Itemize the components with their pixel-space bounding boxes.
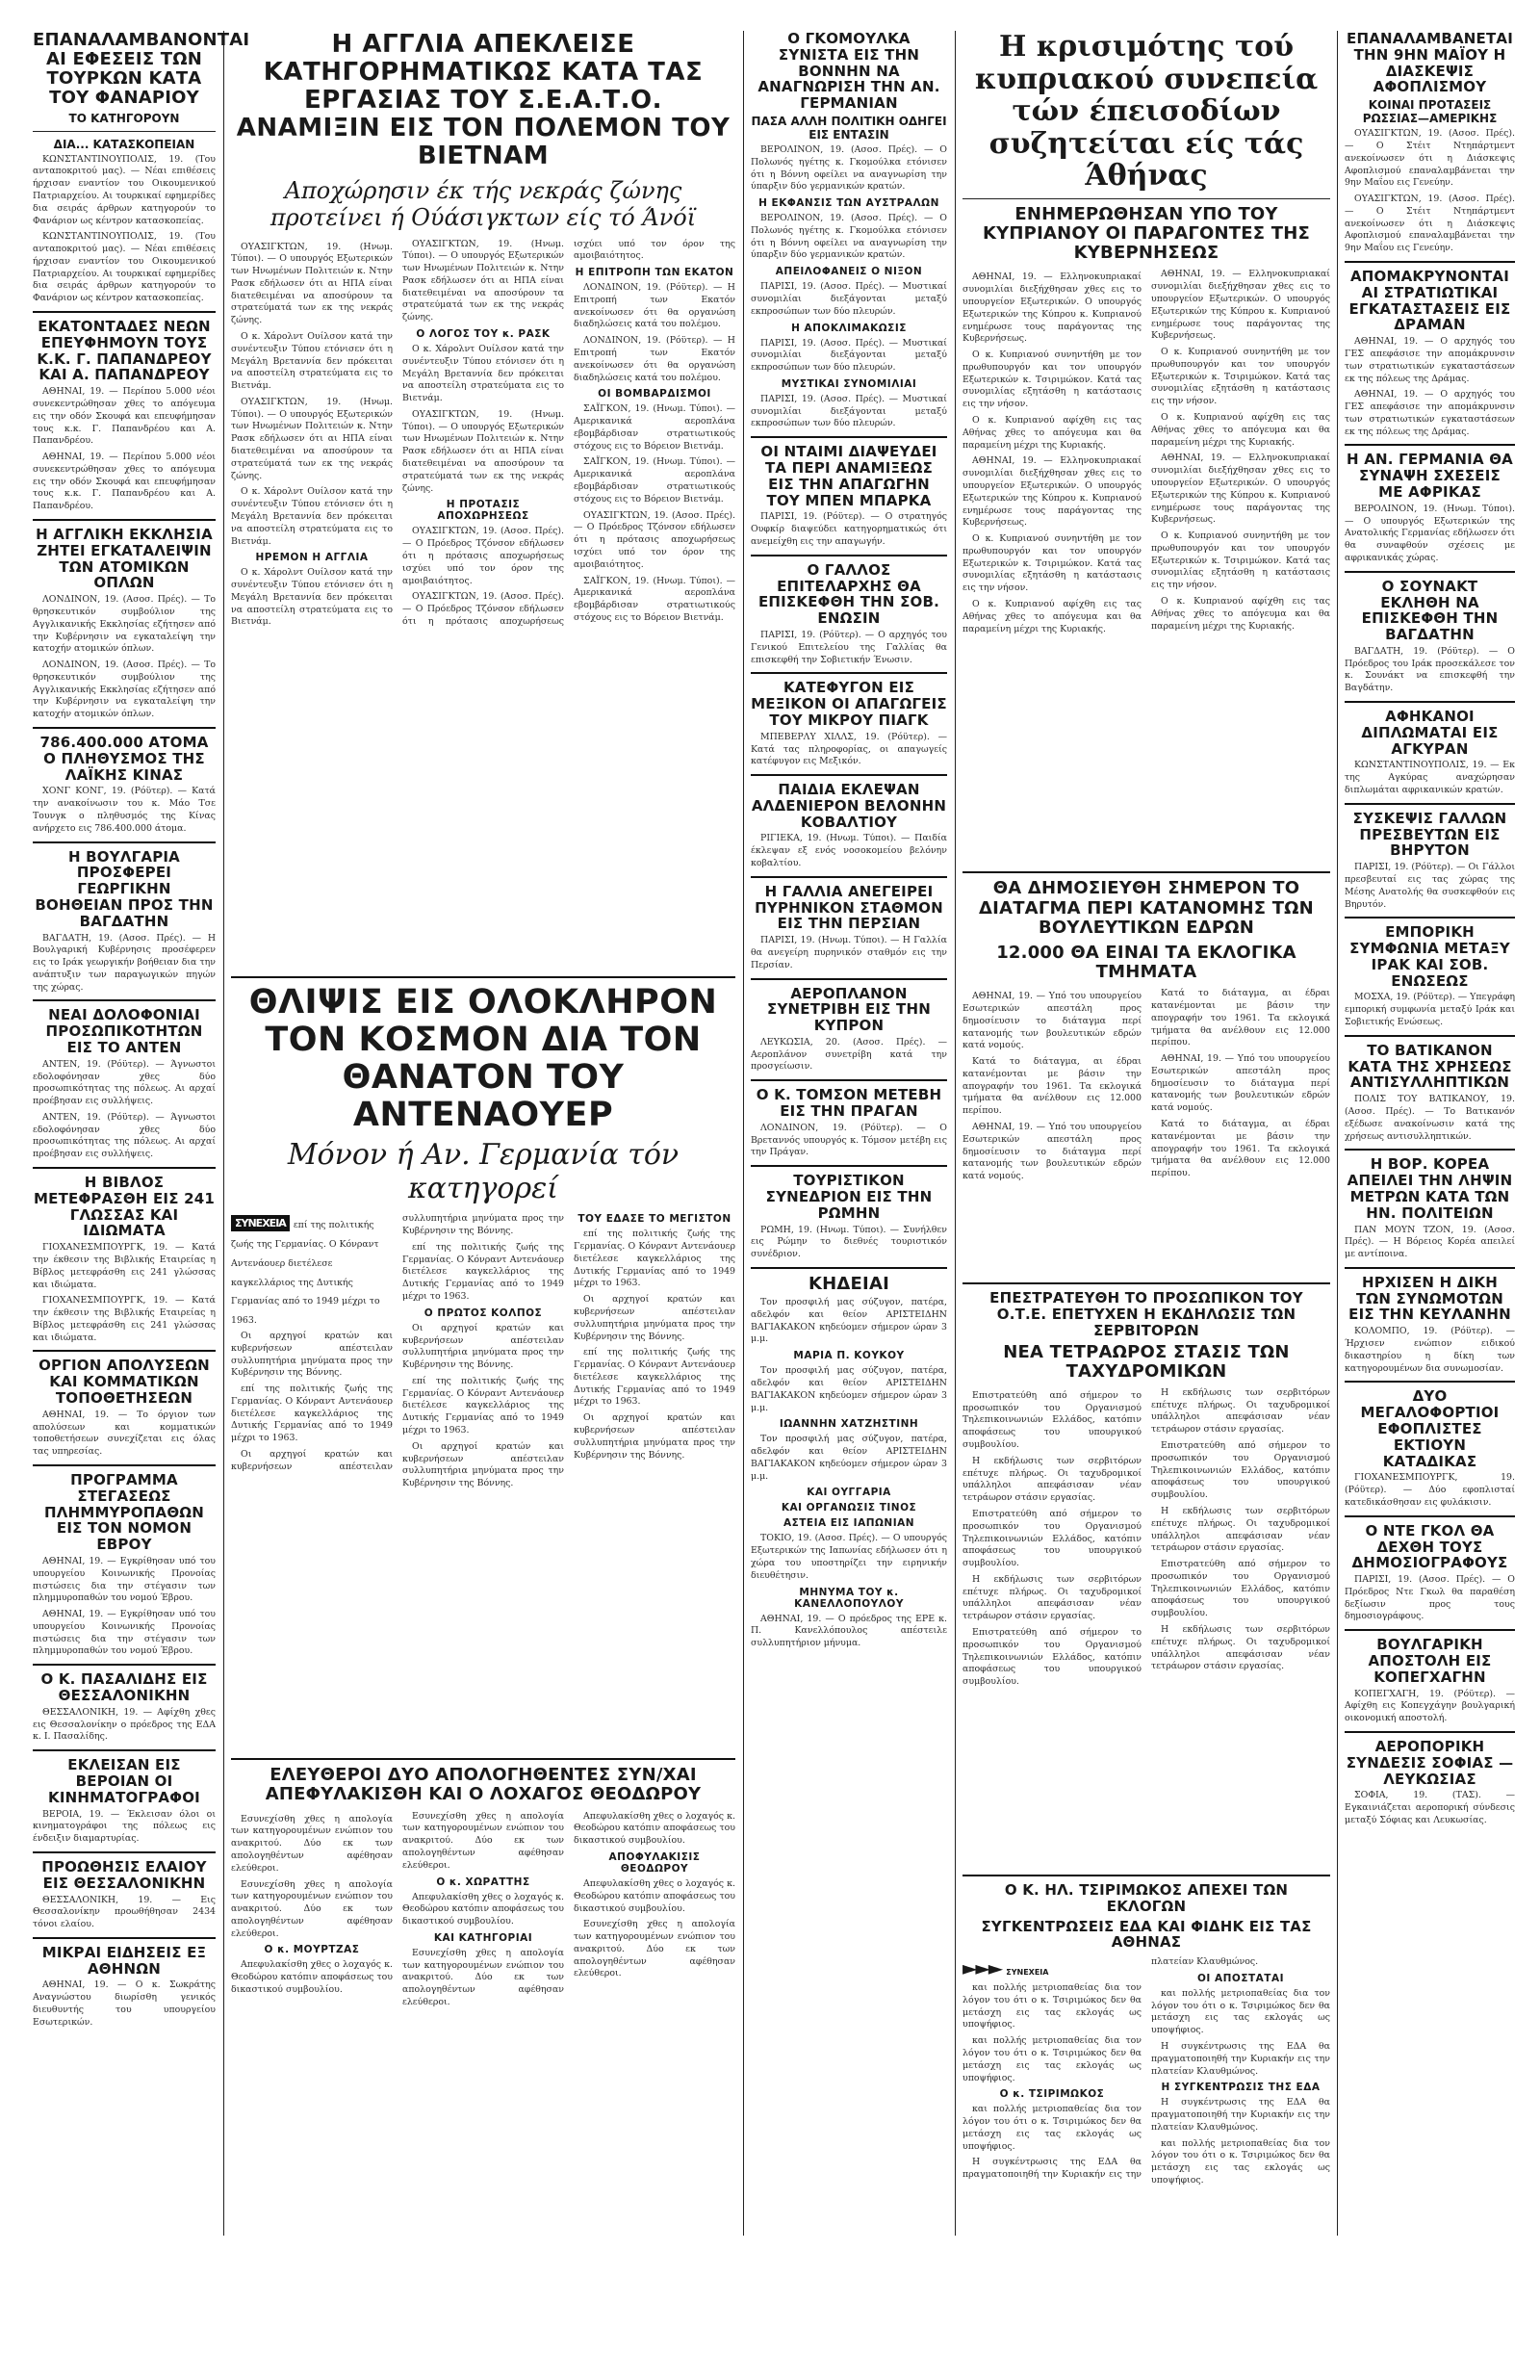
article-text: Ο κ. Κυπριανού αφίχθη εις τας Αθήνας χθες το απόγευμα και θα παραμείνη μέχρι της Κυριακής.: [1151, 595, 1330, 632]
section-label: Η ΕΚΦΑΝΣΙΣ ΤΩΝ ΑΥΣΤΡΑΛΩΝ: [758, 197, 939, 210]
section-label: Η ΠΡΟΤΑΣΙΣ ΑΠΟΧΩΡΗΣΕΩΣ: [437, 499, 529, 523]
article-text: ΛΟΝΔΙΝΟΝ, 19. (Ρόϋτερ). — Ο Βρεταννός υπουργός κ. Τόμσον μετέβη εις την Πράγαν.: [751, 1122, 947, 1158]
article-text: ΧΟΝΓ ΚΟΝΓ, 19. (Ρόϋτερ). — Κατά την ανακοίνωσιν του κ. Μάο Τσε Τουνγκ ο πληθυσμός της Κίνας ανήρχετο εις 786.400.000 άτομα.: [33, 786, 216, 834]
headline: Η ΒΙΒΛΟΣ ΜΕΤΕΦΡΑΣΘΗ ΕΙΣ 241 ΓΛΩΣΣΑΣ ΚΑΙ ΙΔΙΩΜΑΤΑ: [34, 1174, 215, 1240]
article-text: ΑΘΗΝΑΙ, 19. — Εγκρίθησαν υπό του υπουργείου Κοινωνικής Προνοίας πιστώσεις δια την στέγασιν των πλημμυροπαθών του νομού Έβρου.: [33, 1555, 216, 1604]
article-text: Η συγκέντρωσις της ΕΔΑ θα πραγματοποιηθή την Κυριακήν εις την πλατείαν Κλαυθμώνος.: [962, 1956, 1259, 2181]
article-text: Εσυνεχίσθη χθες η απολογία των κατηγορουμένων ενώπιον του ανακριτού. Δύο εκ των απολογηθέντων αφέθησαν ελεύθεροι.: [231, 1878, 393, 1939]
article-text: Οι αρχηγοί κρατών και κυβερνήσεων απέστειλαν συλλυπητήρια μηνύματα προς την Κυβέρνησιν της Βόννης.: [402, 1322, 564, 1371]
article-text: και πολλής μετριοπαθείας δια τον λόγον του ότι ο κ. Τσιριμώκος δεν θα μετάσχη εις τας εκλογάς ως υποψήφιος.: [962, 2035, 1142, 2083]
article-text: επί της πολιτικής ζωής της Γερμανίας. Ο Κόνραντ Αντενάουερ διετέλεσε καγκελλάριος της Δυτικής Γερμανίας από το 1949 μέχρι το 1963.: [402, 1375, 564, 1436]
headline: ΟΙ ΝΤΑΙΜΙ ΔΙΑΨΕΥΔΕΙ ΤΑ ΠΕΡΙ ΑΝΑΜΙΞΕΩΣ ΕΙΣ ΤΗΝ ΑΠΑΓΩΓΗΝ ΤΟΥ ΜΠΕΝ ΜΠΑΡΚΑ: [760, 443, 937, 509]
section-label: Ο ΛΟΓΟΣ ΤΟΥ κ. ΡΑΣΚ: [416, 328, 551, 341]
headline: ΕΜΠΟΡΙΚΗ ΣΥΜΦΩΝΙΑ ΜΕΤΑΞΥ ΙΡΑΚ ΚΑΙ ΣΟΒ. ΕΝΩΣΕΩΣ: [1349, 923, 1510, 990]
headline: ΗΡΧΙΣΕΝ Η ΔΙΚΗ ΤΩΝ ΣΥΝΩΜΟΤΩΝ ΕΙΣ ΤΗΝ ΚΕΥΛΑΝΗΝ: [1348, 1273, 1511, 1324]
article-text: ΑΝΤΕΝ, 19. (Ρόϋτερ). — Άγνωστοι εδολοφόνησαν χθες δύο προσωπικότητας της πόλεως. Αι αρχαί προέβησαν εις συλλήψεις.: [33, 1111, 216, 1160]
article-text: Η εκδήλωσις των σερβιτόρων επέτυχε πλήρως. Οι ταχυδρομικοί υπάλληλοι απεφάσισαν νέαν τετράωρον στάσιν εργασίας.: [962, 1573, 1142, 1622]
article-text: Ο κ. Κυπριανού συνηντήθη με τον πρωθυπουργόν και τον υπουργόν Εξωτερικών κ. Τσιριμώκον. Κατά τας συνομιλίας εξητάσθη η κατάστασις εις την νήσον.: [1151, 347, 1330, 407]
article-text: Οι αρχηγοί κρατών και κυβερνήσεων απέστειλαν συλλυπητήρια μηνύματα προς την Κυβέρνησιν της Βόννης.: [231, 1330, 393, 1379]
article-text: και πολλής μετριοπαθείας δια τον λόγον του ότι ο κ. Τσιριμώκος δεν θα μετάσχη εις τας εκλογάς ως υποψήφιος.: [962, 1982, 1142, 2031]
section-label: ΟΙ ΒΟΜΒΑΡΔΙΣΜΟΙ: [598, 388, 711, 401]
section-label: ΑΠΕΙΛΟΦΑΝΕΙΣ Ο ΝΙΞΟΝ: [775, 266, 923, 278]
headline: ΠΑΙΔΙΑ ΕΚΛΕΨΑΝ ΑΛΔΕΝΙΕΡΟΝ ΒΕΛΟΝΗΝ ΚΟΒΑΛΤΙΟΥ: [751, 781, 947, 831]
section-label: ΚΑΙ ΚΑΤΗΓΟΡΙΑΙ: [433, 1931, 533, 1944]
headline: Ο ΓΑΛΛΟΣ ΕΠΙΤΕΛΑΡΧΗΣ ΘΑ ΕΠΙΣΚΕΦΘΗ ΤΗΝ ΣΟΒ. ΕΝΩΣΙΝ: [757, 560, 940, 628]
article-text: Ο κ. Χάρολντ Ουίλσον κατά την συνέντευξιν Τύπου ετόνισεν ότι η Μεγάλη Βρεταννία δεν πρόκειται να αποστείλη στρατεύματα εις το Βιετνάμ.: [231, 331, 393, 392]
column-right: [1345, 31, 1515, 2236]
article-text: επί της πολιτικής ζωής της Γερμανίας. Ο Κόνραντ Αντενάουερ διετέλεσε καγκελλάριος της Δυτικής Γερμανίας από το 1949 μέχρι το 1963.: [231, 1220, 380, 1327]
headline: Ο Κ. ΠΑΣΑΛΙΔΗΣ ΕΙΣ ΘΕΣΣΑΛΟΝΙΚΗΝ: [40, 1670, 208, 1705]
article-text: επί της πολιτικής ζωής της Γερμανίας. Ο Κόνραντ Αντενάουερ διετέλεσε καγκελλάριος της Δυτικής Γερμανίας από το 1949 μέχρι το 1963.: [402, 1241, 564, 1302]
headline: 12.000 ΘΑ ΕΙΝΑΙ ΤΑ ΕΚΛΟΓΙΚΑ ΤΜΗΜΑΤΑ: [996, 942, 1296, 983]
article-columns: [962, 1956, 1330, 2380]
article-text: ΛΟΝΔΙΝΟΝ, 19. (Ασοσ. Πρές). — Το θρησκευτικόν συμβούλιον της Αγγλικανικής Εκκλησίας εζήτησεν από την Κυβέρνησιν να εγκαταλείψη την κατοχήν ατομικών όπλων.: [33, 594, 216, 655]
headline: Η ΑΓΓΛΙΚΗ ΕΚΚΛΗΣΙΑ ΖΗΤΕΙ ΕΓΚΑΤΑΛΕΙΨΙΝ ΤΩΝ ΑΤΟΜΙΚΩΝ ΟΠΛΩΝ: [36, 526, 213, 592]
kicker: ΠΑΣΑ ΑΛΛΗ ΠΟΛΙΤΙΚΗ ΟΔΗΓΕΙ ΕΙΣ ΕΝΤΑΣΙΝ: [751, 114, 947, 142]
obituary-text: Τον προσφιλή μας σύζυγον, πατέρα, αδελφόν και θείον ΑΡΙΣΤΕΙΔΗΝ ΒΑΓΙΑΚΑΚΟΝ κηδεύομεν σήμερον ώραν 3 μ.μ.: [751, 1434, 947, 1482]
article-text: Ο κ. Χάρολντ Ουίλσον κατά την συνέντευξιν Τύπου ετόνισεν ότι η Μεγάλη Βρεταννία δεν πρόκειται να αποστείλη στρατεύματα εις το Βιετνάμ.: [231, 567, 393, 628]
obituary-name: ΜΑΡΙΑ Π. ΚΟΥΚΟΥ: [793, 1350, 905, 1362]
headline: ΕΚΑΤΟΝΤΑΔΕΣ ΝΕΩΝ ΕΠΕΥΦΗΜΟΥΝ ΤΟΥΣ Κ.Κ. Γ. ΠΑΠΑΝΔΡΕΟΥ ΚΑΙ Α. ΠΑΠΑΝΔΡΕΟΥ: [37, 318, 212, 384]
column-rule: [743, 31, 744, 2236]
arrows-icon: ►►►: [962, 1956, 1002, 1980]
headline-main: ΘΛΙΨΙΣ ΕΙΣ ΟΛΟΚΛΗΡΟΝ ΤΟΝ ΚΟΣΜΟΝ ΔΙΑ ΤΟΝ ΘΑΝΑΤΟΝ ΤΟΥ ΑΝΤΕΝΑΟΥΕΡ: [248, 982, 718, 1135]
headline: ΑΕΡΟΠΟΡΙΚΗ ΣΥΝΔΕΣΙΣ ΣΟΦΙΑΣ — ΛΕΥΚΩΣΙΑΣ: [1346, 1737, 1514, 1788]
article-text: ΓΙΟΧΑΝΕΣΜΠΟΥΡΓΚ, 19. — Κατά την έκθεσιν της Βιβλικής Εταιρείας η Βίβλος μετεφράσθη εις 241 γλώσσας και ιδιώματα.: [33, 1242, 216, 1290]
article-text: Επιστρατεύθη από σήμερον το προσωπικόν του Οργανισμού Τηλεπικοινωνιών Ελλάδος, κατόπιν αποφάσεως του υπουργικού συμβουλίου.: [962, 1626, 1142, 1688]
article-text: Ο κ. Κυπριανού συνηντήθη με τον πρωθυπουργόν και τον υπουργόν Εξωτερικών κ. Τσιριμώκον. Κατά τας συνομιλίας εξητάσθη η κατάστασις εις την νήσον.: [962, 533, 1142, 594]
article-text: Η εκδήλωσις των σερβιτόρων επέτυχε πλήρως. Οι ταχυδρομικοί υπάλληλοι απεφάσισαν νέαν τετράωρον στάσιν εργασίας.: [1151, 1386, 1330, 1436]
article-text: Εσυνεχίσθη χθες η απολογία των κατηγορουμένων ενώπιον του ανακριτού. Δύο εκ των απολογηθέντων αφέθησαν ελεύθεροι.: [402, 1810, 564, 1871]
article-text: ΟΥΑΣΙΓΚΤΩΝ, 19. (Ηνωμ. Τύποι). — Ο υπουργός Εξωτερικών των Ηνωμένων Πολιτειών κ. Ντην Ρασκ εδήλωσεν ότι αι ΗΠΑ είναι διατεθειμέναι να αποσύρουν τα στρατεύματά των εκ της νεκράς ζώνης.: [231, 241, 393, 326]
article-columns: [231, 1811, 735, 2292]
article-text: ΒΕΡΟΛΙΝΟΝ, 19. (Ηνωμ. Τύποι). — Ο υπουργός Εξωτερικών της Ανατολικής Γερμανίας εδήλωσεν ότι θα συναφθούν σχέσεις με αφρικανικάς χώρας.: [1345, 503, 1515, 563]
article-text: ΠΑΡΙΣΙ, 19. (Ασοσ. Πρές). — Ο Πρόεδρος Ντε Γκωλ θα παραθέση δεξίωσιν προς τους δημοσιογράφους.: [1345, 1574, 1515, 1622]
article-text: ΟΥΑΣΙΓΚΤΩΝ, 19. (Ασοσ. Πρές). — Ο Πρόεδρος Τζόνσον εδήλωσεν ότι η πρότασις αποχωρήσεως ισχύει υπό τον όρον της αμοιβαιότητος.: [402, 526, 564, 586]
headline: ΘΑ ΔΗΜΟΣΙΕΥΘΗ ΣΗΜΕΡΟΝ ΤΟ ΔΙΑΤΑΓΜΑ ΠΕΡΙ ΚΑΤΑΝΟΜΗΣ ΤΩΝ ΒΟΥΛΕΥΤΙΚΩΝ ΕΔΡΩΝ: [979, 878, 1314, 938]
article-text: ΠΑΡΙΣΙ, 19. (Ρόϋτερ). — Ο στρατηγός Ουφκίρ διαψεύδει κατηγορηματικώς ότι ανεμείχθη εις την απαγωγήν.: [751, 511, 947, 548]
column-center: [751, 31, 947, 2236]
article-text: ΒΕΡΟΙΑ, 19. — Έκλεισαν όλοι οι κινηματογράφοι της πόλεως εις ένδειξιν διαμαρτυρίας.: [33, 1808, 216, 1845]
continuation-tag: ΣΥΝΕΧΕΙΑ: [1006, 1968, 1049, 1978]
headline: ΒΟΥΛΓΑΡΙΚΗ ΑΠΟΣΤΟΛΗ ΕΙΣ ΚΟΠΕΓΧΑΓΗΝ: [1368, 1636, 1492, 1686]
headline: ΝΕΑ ΤΕΤΡΑΩΡΟΣ ΣΤΑΣΙΣ ΤΩΝ ΤΑΧΥΔΡΟΜΙΚΩΝ: [1003, 1341, 1290, 1382]
headline: ΝΕΑΙ ΔΟΛΟΦΟΝΙΑΙ ΠΡΟΣΩΠΙΚΟΤΗΤΩΝ ΕΙΣ ΤΟ ΑΝΤΕΝ: [45, 1006, 203, 1056]
article-text: ΛΟΝΔΙΝΟΝ, 19. (Ασοσ. Πρές). — Το θρησκευτικόν συμβούλιον της Αγγλικανικής Εκκλησίας εζήτησεν από την Κυβέρνησιν να εγκαταλείψη την κατοχήν ατομικών όπλων.: [33, 660, 216, 720]
headline: Η ΒΟΡ. ΚΟΡΕΑ ΑΠΕΙΛΕΙ ΤΗΝ ΛΗΨΙΝ ΜΕΤΡΩΝ ΚΑΤΑ ΤΩΝ ΗΝ. ΠΟΛΙΤΕΙΩΝ: [1347, 1155, 1513, 1222]
article-text: Ο κ. Χάρολντ Ουίλσον κατά την συνέντευξιν Τύπου ετόνισεν ότι η Μεγάλη Βρεταννία δεν πρόκειται να αποστείλη στρατεύματα εις το Βιετνάμ.: [402, 344, 564, 404]
column-rule: [223, 31, 224, 2236]
article-text: ΑΘΗΝΑΙ, 19. — Ο αρχηγός του ΓΕΣ απεφάσισε την απομάκρυνσιν των στρατιωτικών εγκαταστάσεων εκ της πόλεως της Δράμας.: [1345, 336, 1515, 384]
article-text: Ο κ. Χάρολντ Ουίλσον κατά την συνέντευξιν Τύπου ετόνισεν ότι η Μεγάλη Βρεταννία δεν πρόκειται να αποστείλη στρατεύματα εις το Βιετνάμ.: [231, 486, 393, 547]
article-text: ΟΥΑΣΙΓΚΤΩΝ, 19. (Ασοσ. Πρές). — Ο Πρόεδρος Τζόνσον εδήλωσεν ότι η πρότασις αποχωρήσεως ισχύει υπό τον όρον της αμοιβαιότητος.: [574, 509, 735, 570]
article-text: ΛΟΝΔΙΝΟΝ, 19. (Ρόϋτερ). — Η Επιτροπή των Εκατόν ανεκοίνωσεν ότι θα οργανώση διαδηλώσεις κατά του πολέμου.: [574, 282, 735, 330]
section-label: Η ΑΠΟΚΛΙΜΑΚΩΣΙΣ: [791, 322, 907, 334]
article-columns: [962, 1387, 1330, 1869]
section-label: ΤΟΥ ΕΔΑΣΕ ΤΟ ΜΕΓΙΣΤΟΝ: [578, 1213, 732, 1226]
column-rule: [1337, 31, 1338, 2236]
article-text: ΡΩΜΗ, 19. (Ηνωμ. Τύποι). — Συνήλθεν εις Ρώμην το διεθνές τουριστικόν συνέδριον.: [751, 1224, 947, 1260]
article-text: ΒΕΡΟΛΙΝΟΝ, 19. (Ασοσ. Πρές). — Ο Πολωνός ηγέτης κ. Γκομούλκα ετόνισεν ότι η Βόννη οφείλει να αναγνωρίση την ύπαρξιν δύο γερμανικών κρατών.: [751, 143, 947, 193]
article-text: ΑΘΗΝΑΙ, 19. — Ελληνοκυπριακαί συνομιλίαι διεξήχθησαν χθες εις το υπουργείον Εξωτερικών. Ο υπουργός Εξωτερικών της Κύπρου κ. Κυπριανού ενημέρωσε τους παράγοντας της Κυβερνήσεως.: [1151, 453, 1330, 526]
article-text: επί της πολιτικής ζωής της Γερμανίας. Ο Κόνραντ Αντενάουερ διετέλεσε καγκελλάριος της Δυτικής Γερμανίας από το 1949 μέχρι το 1963.: [231, 1384, 393, 1444]
headline-main: Η κρισιμότης τού κυπριακού συνεπεία τών έπεισοδίων συζητείται είς τάς Άθήνας: [974, 30, 1319, 194]
article-text: ΘΕΣΣΑΛΟΝΙΚΗ, 19. — Αφίχθη χθες εις Θεσσαλονίκην ο πρόεδρος της ΕΔΑ κ. Ι. Πασαλίδης.: [33, 1706, 216, 1743]
headline: Ο Κ. ΗΛ. ΤΣΙΡΙΜΩΚΟΣ ΑΠΕΧΕΙ ΤΩΝ ΕΚΛΟΓΩΝ: [1004, 1880, 1289, 1915]
article-columns: [962, 988, 1330, 1277]
article-text: Απεφυλακίσθη χθες ο λοχαγός κ. Θεοδώρου κατόπιν αποφάσεως του δικαστικού συμβουλίου.: [402, 1891, 564, 1927]
article-text: ΓΙΟΧΑΝΕΣΜΠΟΥΡΓΚ, 19. — Κατά την έκθεσιν της Βιβλικής Εταιρείας η Βίβλος μετεφράσθη εις 241 γλώσσας και ιδιώματα.: [33, 1295, 216, 1343]
article-text: Ο κ. Κυπριανού αφίχθη εις τας Αθήνας χθες το απόγευμα και θα παραμείνη μέχρι της Κυριακής.: [1151, 412, 1330, 448]
kicker: ΔΙΑ... ΚΑΤΑΣΚΟΠΕΙΑΝ: [53, 137, 195, 151]
headline: ΠΡΟΓΡΑΜΜΑ ΣΤΕΓΑΣΕΩΣ ΠΛΗΜΜΥΡΟΠΑΘΩΝ ΕΙΣ ΤΟΝ ΝΟΜΟΝ ΕΒΡΟΥ: [44, 1471, 204, 1554]
article-text: και πολλής μετριοπαθείας δια τον λόγον του ότι ο κ. Τσιριμώκος δεν θα μετάσχη εις τας εκλογάς ως υποψήφιος.: [1151, 2137, 1330, 2186]
article-text: ΠΑΡΙΣΙ, 19. (Ασοσ. Πρές). — Μυστικαί συνομιλίαι διεξάγονται μεταξύ εκπροσώπων των δύο πλευρών.: [751, 281, 947, 317]
obituary-text: Τον προσφιλή μας σύζυγον, πατέρα, αδελφόν και θείον ΑΡΙΣΤΕΙΔΗΝ ΒΑΓΙΑΚΑΚΟΝ κηδεύομεν σήμερον ώραν 3 μ.μ.: [751, 1297, 947, 1345]
headline: ΤΟΥΡΙΣΤΙΚΟΝ ΣΥΝΕΔΡΙΟΝ ΕΙΣ ΤΗΝ ΡΩΜΗΝ: [765, 1172, 933, 1222]
headline: Ο ΣΟΥΝΑΚΤ ΕΚΛΗΘΗ ΝΑ ΕΠΙΣΚΕΦΘΗ ΤΗΝ ΒΑΓΔΑΤΗΝ: [1361, 577, 1499, 644]
section-label: ΑΣΤΕΙΑ ΕΙΣ ΙΑΠΩΝΙΑΝ: [783, 1517, 915, 1530]
section-label: ΑΠΟΦΥΛΑΚΙΣΙΣ ΘΕΟΔΩΡΟΥ: [608, 1850, 701, 1875]
section-label: Ο κ. ΤΣΙΡΙΜΩΚΟΣ: [999, 2088, 1105, 2101]
article-text: ΑΘΗΝΑΙ, 19. — Υπό του υπουργείου Εσωτερικών απεστάλη προς δημοσίευσιν το διάταγμα περί κατανομής των βουλευτικών εδρών κατά νομούς.: [962, 1122, 1142, 1182]
article-text: ΒΕΡΟΛΙΝΟΝ, 19. (Ασοσ. Πρές). — Ο Πολωνός ηγέτης κ. Γκομούλκα ετόνισεν ότι η Βόννη οφείλει να αναγνωρίση την ύπαρξιν δύο γερμανικών κρατών.: [751, 213, 947, 261]
obituary-text: Τον προσφιλή μας σύζυγον, πατέρα, αδελφόν και θείον ΑΡΙΣΤΕΙΔΗΝ ΒΑΓΙΑΚΑΚΟΝ κηδεύομεν σήμερον ώραν 3 μ.μ.: [751, 1365, 947, 1413]
article-text: ΚΟΛΟΜΠΟ, 19. (Ρόϋτερ). — Ήρχισεν ενώπιον ειδικού δικαστηρίου η δίκη των κατηγορουμένων δια συνωμοσίαν.: [1345, 1326, 1515, 1374]
headline: ΜΙΚΡΑΙ ΕΙΔΗΣΕΙΣ ΕΞ ΑΘΗΝΩΝ: [41, 1943, 207, 1978]
headline: 786.400.000 ΑΤΟΜΑ Ο ΠΛΗΘΥΣΜΟΣ ΤΗΣ ΛΑΪΚΗΣ ΚΙΝΑΣ: [39, 734, 209, 784]
article-columns: [231, 1213, 735, 1752]
article-text: Ο κ. Κυπριανού συνηντήθη με τον πρωθυπουργόν και τον υπουργόν Εξωτερικών κ. Τσιριμώκον. Κατά τας συνομιλίας εξητάσθη η κατάστασις εις την νήσον.: [1151, 530, 1330, 591]
article-text: ΑΘΗΝΑΙ, 19. — Ελληνοκυπριακαί συνομιλίαι διεξήχθησαν χθες εις το υπουργείον Εξωτερικών. Ο υπουργός Εξωτερικών της Κύπρου κ. Κυπριανού ενημέρωσε τους παράγοντας της Κυβερνήσεως.: [1151, 269, 1330, 342]
article-text: ΑΝΤΕΝ, 19. (Ρόϋτερ). — Άγνωστοι εδολοφόνησαν χθες δύο προσωπικότητας της πόλεως. Αι αρχαί προέβησαν εις συλλήψεις.: [33, 1058, 216, 1107]
headline: ΑΕΡΟΠΛΑΝΟΝ ΣΥΝΕΤΡΙΒΗ ΕΙΣ ΤΗΝ ΚΥΠΡΟΝ: [767, 984, 931, 1035]
obituary-name: ΙΩΑΝΝΗΝ ΧΑΤΖΗΣΤΙΝΗ: [779, 1418, 919, 1431]
article-text: ΠΑΡΙΣΙ, 19. (Ασοσ. Πρές). — Μυστικαί συνομιλίαι διεξάγονται μεταξύ εκπροσώπων των δύο πλευρών.: [751, 337, 947, 374]
article-text: ΑΘΗΝΑΙ, 19. — Ελληνοκυπριακαί συνομιλίαι διεξήχθησαν χθες εις το υπουργείον Εξωτερικών. Ο υπουργός Εξωτερικών της Κύπρου κ. Κυπριανού ενημέρωσε τους παράγοντας της Κυβερνήσεως.: [962, 272, 1142, 345]
article-text: ΟΥΑΣΙΓΚΤΩΝ, 19. (Ηνωμ. Τύποι). — Ο υπουργός Εξωτερικών των Ηνωμένων Πολιτειών κ. Ντην Ρασκ εδήλωσεν ότι αι ΗΠΑ είναι διατεθειμέναι να αποσύρουν τα στρατεύματά των εκ της νεκράς ζώνης.: [402, 238, 564, 323]
newspaper-page: [33, 31, 1515, 2236]
article-columns: [962, 269, 1330, 866]
section-label: ΜΥΣΤΙΚΑΙ ΣΥΝΟΜΙΛΙΑΙ: [781, 377, 917, 390]
column-center-left: [231, 31, 735, 2236]
section-label: ΚΑΙ ΟΡΓΑΝΩΣΙΣ ΤΙΝΟΣ: [781, 1502, 917, 1514]
headline: Η ΑΝ. ΓΕΡΜΑΝΙΑ ΘΑ ΣΥΝΑΨΗ ΣΧΕΣΕΙΣ ΜΕ ΑΦΡΙΚΑΣ: [1347, 451, 1513, 502]
article-text: Κατά το διάταγμα, αι έδραι κατανέμονται με βάσιν την απογραφήν του 1961. Τα εκλογικά τμήματα θα ανέλθουν εις 12.000 περίπου.: [1151, 988, 1330, 1048]
article-text: ΑΘΗΝΑΙ, 19. — Το όργιον των απολύσεων και κομματικών τοποθετήσεων συνεχίζεται εις όλας τας υπηρεσίας.: [33, 1409, 216, 1458]
article-text: Εσυνεχίσθη χθες η απολογία των κατηγορουμένων ενώπιον του ανακριτού. Δύο εκ των απολογηθέντων αφέθησαν ελεύθεροι.: [231, 1813, 393, 1874]
article-text: Απεφυλακίσθη χθες ο λοχαγός κ. Θεοδώρου κατόπιν αποφάσεως του δικαστικού συμβουλίου.: [231, 1959, 393, 1995]
article-text: Επιστρατεύθη από σήμερον το προσωπικόν του Οργανισμού Τηλεπικοινωνιών Ελλάδος, κατόπιν αποφάσεως του υπουργικού συμβουλίου.: [1151, 1559, 1330, 1619]
headline: ΕΠΑΝΑΛΑΜΒΑΝΟΝΤΑΙ ΑΙ ΕΦΕΣΕΙΣ ΤΩΝ ΤΟΥΡΚΩΝ ΚΑΤΑ ΤΟΥ ΦΑΝΑΡΙΟΥ: [33, 30, 250, 109]
article-text: ΑΘΗΝΑΙ, 19. — Υπό του υπουργείου Εσωτερικών απεστάλη προς δημοσίευσιν το διάταγμα περί κατανομής των βουλευτικών εδρών κατά νομούς.: [1151, 1053, 1330, 1114]
headline: ΔΥΟ ΜΕΓΑΛΟΦΟΡΤΙΟΙ ΕΦΟΠΛΙΣΤΕΣ ΕΚΤΙΟΥΝ ΚΑΤΑΔΙΚΑΣ: [1360, 1387, 1500, 1470]
article-text: ΑΘΗΝΑΙ, 19. — Περίπου 5.000 νέοι συνεκεντρώθησαν χθες το απόγευμα εις την οδόν Σκουφά και επευφήμησαν τους κ.κ. Γ. Παπανδρέου και Α. Παπανδρέου.: [33, 386, 216, 447]
column-center-right: [962, 31, 1330, 2236]
article-text: και πολλής μετριοπαθείας δια τον λόγον του ότι ο κ. Τσιριμώκος δεν θα μετάσχη εις τας εκλογάς ως υποψήφιος.: [1151, 1987, 1330, 2036]
article-text: Επιστρατεύθη από σήμερον το προσωπικόν του Οργανισμού Τηλεπικοινωνιών Ελλάδος, κατόπιν αποφάσεως του υπουργικού συμβουλίου.: [962, 1389, 1142, 1451]
article-text: ΛΕΥΚΩΣΙΑ, 20. (Ασοσ. Πρές). — Αεροπλάνον συνετρίβη κατά την προσγείωσιν.: [751, 1036, 947, 1073]
article-text: Η εκδήλωσις των σερβιτόρων επέτυχε πλήρως. Οι ταχυδρομικοί υπάλληλοι απεφάσισαν νέαν τετράωρον στάσιν εργασίας.: [962, 1455, 1142, 1504]
headline: Η ΒΟΥΛΓΑΡΙΑ ΠΡΟΣΦΕΡΕΙ ΓΕΩΡΓΙΚΗΝ ΒΟΗΘΕΙΑΝ ΠΡΟΣ ΤΗΝ ΒΑΓΔΑΤΗΝ: [35, 847, 214, 930]
article-text: Η εκδήλωσις των σερβιτόρων επέτυχε πλήρως. Οι ταχυδρομικοί υπάλληλοι απεφάσισαν νέαν τετράωρον στάσιν εργασίας.: [1151, 1505, 1330, 1554]
article-text: Επιστρατεύθη από σήμερον το προσωπικόν του Οργανισμού Τηλεπικοινωνιών Ελλάδος, κατόπιν αποφάσεως του υπουργικού συμβουλίου.: [1151, 1440, 1330, 1501]
article-text: Οι αρχηγοί κρατών και κυβερνήσεων απέστειλαν συλλυπητήρια μηνύματα προς την Κυβέρνησιν της Βόννης.: [574, 1412, 735, 1461]
article-text: Εσυνεχίσθη χθες η απολογία των κατηγορουμένων ενώπιον του ανακριτού. Δύο εκ των απολογηθέντων αφέθησαν ελεύθεροι.: [402, 1947, 564, 2007]
section-label: ΜΗΝΥΜΑ ΤΟΥ κ. ΚΑΝΕΛΛΟΠΟΥΛΟΥ: [794, 1586, 904, 1610]
article-text: Η συγκέντρωσις της ΕΔΑ θα πραγματοποιηθή την Κυριακήν εις την πλατείαν Κλαυθμώνος.: [1151, 2097, 1330, 2133]
article-text: ΒΑΓΔΑΤΗ, 19. (Ρόϋτερ). — Ο Πρόεδρος του Ιράκ προσεκάλεσε τον κ. Σουνάκτ να επισκεφθή την Βαγδάτην.: [1345, 645, 1515, 694]
headline: ΕΠΕΣΤΡΑΤΕΥΘΗ ΤΟ ΠΡΟΣΩΠΙΚΟΝ ΤΟΥ Ο.Τ.Ε. ΕΠΕΤΥΧΕΝ Η ΕΚΔΗΛΩΣΙΣ ΤΩΝ ΣΕΡΒΙΤΟΡΩΝ: [989, 1289, 1303, 1339]
headline: Ο Κ. ΤΟΜΣΟΝ ΜΕΤΕΒΗ ΕΙΣ ΤΗΝ ΠΡΑΓΑΝ: [756, 1086, 942, 1121]
article-text: ΑΘΗΝΑΙ, 19. — Εγκρίθησαν υπό του υπουργείου Κοινωνικής Προνοίας πιστώσεις δια την στέγασιν των πλημμυροπαθών του νομού Έβρου.: [33, 1609, 216, 1657]
article-text: ΚΩΝΣΤΑΝΤΙΝΟΥΠΟΛΙΣ, 19. (Του ανταποκριτού μας). — Νέαι επιθέσεις ήρχισαν εναντίον του Οικουμενικού Πατριαρχείου. Αι τουρκικαί εφημερίδες δια σειράς άρθρων κατηγορούν το Φανάριον ως κέντρον κατασκοπείας.: [33, 231, 216, 304]
headline: ΣΥΣΚΕΨΙΣ ΓΑΛΛΩΝ ΠΡΕΣΒΕΥΤΩΝ ΕΙΣ ΒΗΡΥΤΟΝ: [1352, 809, 1507, 860]
section-label: ΚΑΙ ΟΥΓΓΑΡΙΑ: [807, 1487, 891, 1499]
article-text: Ο κ. Κυπριανού αφίχθη εις τας Αθήνας χθες το απόγευμα και θα παραμείνη μέχρι της Κυριακής.: [962, 415, 1142, 451]
headline: ΟΡΓΙΟΝ ΑΠΟΛΥΣΕΩΝ ΚΑΙ ΚΟΜΜΑΤΙΚΩΝ ΤΟΠΟΘΕΤΗΣΕΩΝ: [38, 1357, 210, 1408]
headline: ΚΑΤΕΦΥΓΟΝ ΕΙΣ ΜΕΞΙΚΟΝ ΟΙ ΑΠΑΓΩΓΕΙΣ ΤΟΥ ΜΙΚΡΟΥ ΠΙΑΓΚ: [751, 679, 947, 729]
article-text: ΟΥΑΣΙΓΚΤΩΝ, 19. (Ηνωμ. Τύποι). — Ο υπουργός Εξωτερικών των Ηνωμένων Πολιτειών κ. Ντην Ρασκ εδήλωσεν ότι αι ΗΠΑ είναι διατεθειμέναι να αποσύρουν τα στρατεύματά των εκ της νεκράς ζώνης.: [402, 408, 564, 494]
article-text: ΛΟΝΔΙΝΟΝ, 19. (Ρόϋτερ). — Η Επιτροπή των Εκατόν ανεκοίνωσεν ότι θα οργανώση διαδηλώσεις κατά του πολέμου.: [574, 335, 735, 383]
article-text: Απεφυλακίσθη χθες ο λοχαγός κ. Θεοδώρου κατόπιν αποφάσεως του δικαστικού συμβουλίου.: [574, 1810, 735, 1847]
column-left: [33, 30, 250, 2236]
headline: ΕΛΕΥΘΕΡΟΙ ΔΥΟ ΑΠΟΛΟΓΗΘΕΝΤΕΣ ΣΥΝ/ΧΑΙ ΑΠΕΦΥΛΑΚΙΣΘΗ ΚΑΙ Ο ΛΟΧΑΓΟΣ ΘΕΟΔΩΡΟΥ: [265, 1765, 702, 1805]
section-label: Η ΕΠΙΤΡΟΠΗ ΤΩΝ ΕΚΑΤΟΝ: [575, 267, 734, 279]
article-text: ΠΟΛΙΣ ΤΟΥ ΒΑΤΙΚΑΝΟΥ, 19. (Ασοσ. Πρές). — Το Βατικανόν εξέδωσε ανακοίνωσιν κατά της χρήσεως αντισυλληπτικών.: [1345, 1094, 1515, 1142]
article-text: Η εκδήλωσις των σερβιτόρων επέτυχε πλήρως. Οι ταχυδρομικοί υπάλληλοι απεφάσισαν νέαν τετράωρον στάσιν εργασίας.: [1151, 1623, 1330, 1672]
article-text: ΣΑΪΓΚΟΝ, 19. (Ηνωμ. Τύποι). — Αμερικανικά αεροπλάνα εβομβάρδισαν στρατιωτικούς στόχους εις το Βόρειον Βιετνάμ.: [574, 456, 735, 504]
article-text: ΑΘΗΝΑΙ, 19. — Ο πρόεδρος της ΕΡΕ κ. Π. Κανελλόπουλος απέστειλε συλλυπητήριον μήνυμα.: [751, 1613, 947, 1649]
headline: Η ΓΑΛΛΙΑ ΑΝΕΓΕΙΡΕΙ ΠΥΡΗΝΙΚΟΝ ΣΤΑΘΜΟΝ ΕΙΣ ΤΗΝ ΠΕΡΣΙΑΝ: [755, 882, 943, 933]
section-label: Ο κ. ΜΟΥΡΤΖΑΣ: [264, 1944, 360, 1956]
article-text: Ο κ. Κυπριανού συνηντήθη με τον πρωθυπουργόν και τον υπουργόν Εξωτερικών κ. Τσιριμώκον. Κατά τας συνομιλίας εξητάσθη η κατάστασις εις την νήσον.: [962, 349, 1142, 410]
headline-main: Η ΑΓΓΛΙΑ ΑΠΕΚΛΕΙΣΕ ΚΑΤΗΓΟΡΗΜΑΤΙΚΩΣ ΚΑΤΑ ΤΑΣ ΕΡΓΑΣΙΑΣ ΤΟΥ Σ.Ε.Α.Τ.Ο. ΑΝΑΜΙΞΙΝ ΕΙΣ ΤΟΝ ΠΟΛΕΜΟΝ ΤΟΥ ΒΙΕΤΝΑΜ: [236, 30, 731, 171]
headline: ΣΥΓΚΕΝΤΡΩΣΕΙΣ ΕΔΑ ΚΑΙ ΦΙΔΗΚ ΕΙΣ ΤΑΣ ΑΘΗΝΑΣ: [981, 1917, 1312, 1952]
section-label: ΗΡΕΜΟΝ Η ΑΓΓΛΙΑ: [255, 552, 369, 564]
article-text: Απεφυλακίσθη χθες ο λοχαγός κ. Θεοδώρου κατόπιν αποφάσεως του δικαστικού συμβουλίου.: [574, 1877, 735, 1914]
article-text: ΠΑΡΙΣΙ, 19. (Ηνωμ. Τύποι). — Η Γαλλία θα ανεγείρη πυρηνικόν σταθμόν εις την Περσίαν.: [751, 935, 947, 970]
article-text: Κατά το διάταγμα, αι έδραι κατανέμονται με βάσιν την απογραφήν του 1961. Τα εκλογικά τμήματα θα ανέλθουν εις 12.000 περίπου.: [1151, 1119, 1330, 1179]
article-text: επί της πολιτικής ζωής της Γερμανίας. Ο Κόνραντ Αντενάουερ διετέλεσε καγκελλάριος της Δυτικής Γερμανίας από το 1949 μέχρι το 1963.: [574, 1347, 735, 1408]
subheadline: Μόνον ή Αν. Γερμανία τόν κατηγορεί: [287, 1138, 680, 1206]
article-text: ΤΟΚΙΟ, 19. (Ασοσ. Πρές). — Ο υπουργός Εξωτερικών της Ιαπωνίας εδήλωσεν ότι η χώρα του υποστηρίζει την ειρηνικήν διευθέτησιν.: [751, 1533, 947, 1581]
kicker: ΤΟ ΚΑΤΗΓΟΡΟΥΝ: [68, 111, 180, 125]
article-text: ΟΥΑΣΙΓΚΤΩΝ, 19. (Ασοσ. Πρές). — Ο Στέιτ Ντηπάρτμεντ ανεκοίνωσεν ότι η Διάσκεψις Αφοπλισμού επαναλαμβάνεται την 9ην Μαΐου εις Γενεύην.: [1345, 194, 1515, 254]
article-text: ΒΑΓΔΑΤΗ, 19. (Ασοσ. Πρές). — Η Βουλγαρική Κυβέρνησις προσέφερεν εις το Ιράκ γεωργικήν βοήθειαν δια την ανάπτυξιν των παραγωγικών πηγών της χώρας.: [33, 932, 216, 993]
article-text: ΚΟΠΕΓΧΑΓΗ, 19. (Ρόϋτερ). — Αφίχθη εις Κοπεγχάγην βουλγαρική οικονομική αποστολή.: [1345, 1688, 1515, 1724]
article-text: Επιστρατεύθη από σήμερον το προσωπικόν του Οργανισμού Τηλεπικοινωνιών Ελλάδος, κατόπιν αποφάσεως του υπουργικού συμβουλίου.: [962, 1508, 1142, 1569]
article-text: ΓΙΟΧΑΝΕΣΜΠΟΥΡΓΚ, 19. (Ρόϋτερ). — Δύο εφοπλισταί κατεδικάσθησαν εις φυλάκισιν.: [1345, 1472, 1515, 1508]
article-text: ΠΑΡΙΣΙ, 19. (Ρόϋτερ). — Οι Γάλλοι πρεσβευταί εις τας χώρας της Μέσης Ανατολής θα συσκεφθούν εις Βηρυτόν.: [1345, 862, 1515, 910]
section-label: Ο ΠΡΩΤΟΣ ΚΟΛΠΟΣ: [424, 1306, 543, 1319]
article-text: ΟΥΑΣΙΓΚΤΩΝ, 19. (Ασοσ. Πρές). — Ο Στέιτ Ντηπάρτμεντ ανεκοίνωσεν ότι η Διάσκεψις Αφοπλισμού επαναλαμβάνεται την 9ην Μαΐου εις Γενεύην.: [1345, 128, 1515, 189]
article-text: ΑΘΗΝΑΙ, 19. — Ο κ. Σωκράτης Αναγνώστου διωρίσθη γενικός διευθυντής του υπουργείου Εσωτερικών.: [33, 1979, 216, 2028]
article-text: Ο κ. Κυπριανού αφίχθη εις τας Αθήνας χθες το απόγευμα και θα παραμείνη μέχρι της Κυριακής.: [962, 598, 1142, 634]
headline: ΕΝΗΜΕΡΩΘΗΣΑΝ ΥΠΟ ΤΟΥ ΚΥΠΡΙΑΝΟΥ ΟΙ ΠΑΡΑΓΟΝΤΕΣ ΤΗΣ ΚΥΒΕΡΝΗΣΕΩΣ: [983, 203, 1310, 264]
column-rule: [955, 31, 956, 2236]
article-text: και πολλής μετριοπαθείας δια τον λόγον του ότι ο κ. Τσιριμώκος δεν θα μετάσχη εις τας εκλογάς ως υποψήφιος.: [962, 2104, 1142, 2152]
article-text: ΡΙΓΙΕΚΑ, 19. (Ηνωμ. Τύποι). — Παιδία έκλεψαν εξ ενός νοσοκομείου βελόνην κοβαλτίου.: [751, 833, 947, 869]
headline: Ο ΓΚΟΜΟΥΛΚΑ ΣΥΝΙΣΤΑ ΕΙΣ ΤΗΝ ΒΟΝΝΗΝ ΝΑ ΑΝΑΓΝΩΡΙΣΗ ΤΗΝ ΑΝ. ΓΕΡΜΑΝΙΑΝ: [757, 30, 940, 113]
article-text: ΑΘΗΝΑΙ, 19. — Υπό του υπουργείου Εσωτερικών απεστάλη προς δημοσίευσιν το διάταγμα περί κατανομής των βουλευτικών εδρών κατά νομούς.: [962, 991, 1142, 1051]
article-columns: [231, 239, 735, 970]
article-text: ΠΑΡΙΣΙ, 19. (Ρόϋτερ). — Ο αρχηγός του Γενικού Επιτελείου της Γαλλίας θα επισκεφθή την Σοβιετικήν Ένωσιν.: [751, 629, 947, 665]
headline: ΤΟ ΒΑΤΙΚΑΝΟΝ ΚΑΤΑ ΤΗΣ ΧΡΗΣΕΩΣ ΑΝΤΙΣΥΛΛΗΠΤΙΚΩΝ: [1348, 1041, 1512, 1092]
article-text: ΣΟΦΙΑ, 19. (ΤΑΣ). — Εγκαινιάζεται αεροπορική σύνδεσις μεταξύ Σόφιας και Λευκωσίας.: [1345, 1790, 1515, 1825]
article-text: Εσυνεχίσθη χθες η απολογία των κατηγορουμένων ενώπιον του ανακριτού. Δύο εκ των απολογηθέντων αφέθησαν ελεύθεροι.: [574, 1919, 735, 1979]
article-text: Κατά το διάταγμα, αι έδραι κατανέμονται με βάσιν την απογραφήν του 1961. Τα εκλογικά τμήματα θα ανέλθουν εις 12.000 περίπου.: [962, 1056, 1142, 1117]
article-text: Οι αρχηγοί κρατών και κυβερνήσεων απέστειλαν συλλυπητήρια μηνύματα προς την Κυβέρνησιν της Βόννης.: [402, 1440, 564, 1489]
article-text: ΘΕΣΣΑΛΟΝΙΚΗ, 19. — Εις Θεσσαλονίκην προωθήθησαν 2434 τόνοι ελαίου.: [33, 1894, 216, 1930]
headline: ΑΦΗΚΑΝΟΙ ΔΙΠΛΩΜΑΤΑΙ ΕΙΣ ΑΓΚΥΡΑΝ: [1361, 708, 1499, 758]
article-text: επί της πολιτικής ζωής της Γερμανίας. Ο Κόνραντ Αντενάουερ διετέλεσε καγκελλάριος της Δυτικής Γερμανίας από το 1949 μέχρι το 1963.: [574, 1229, 735, 1289]
subheadline: Αποχώρησιν έκ τής νεκράς ζώνης προτείνει ή Ούάσιγκτων είς τό Άνόϊ: [270, 176, 697, 231]
article-text: ΠΑΝ ΜΟΥΝ ΤΖΟΝ, 19. (Ασοσ. Πρές). — Η Βόρειος Κορέα απειλεί με αντίποινα.: [1345, 1224, 1515, 1260]
article-text: ΑΘΗΝΑΙ, 19. — Ο αρχηγός του ΓΕΣ απεφάσισε την απομάκρυνσιν των στρατιωτικών εγκαταστάσεων εκ της πόλεως της Δράμας.: [1345, 389, 1515, 437]
kicker: ΚΟΙΝΑΙ ΠΡΟΤΑΣΕΙΣ ΡΩΣΣΙΑΣ—ΑΜΕΡΙΚΗΣ: [1362, 98, 1498, 126]
article-text: ΚΩΝΣΤΑΝΤΙΝΟΥΠΟΛΙΣ, 19. — Εκ της Αγκύρας αναχώρησαν διπλωμάται αφρικανικών κρατών.: [1345, 760, 1515, 795]
article-text: ΟΥΑΣΙΓΚΤΩΝ, 19. (Ασοσ. Πρές). — Ο Πρόεδρος Τζόνσον εδήλωσεν ότι η πρότασις αποχωρήσεως ισχύει υπό τον όρον της αμοιβαιότητος.: [402, 238, 735, 627]
headline: ΑΠΟΜΑΚΡΥΝΟΝΤΑΙ ΑΙ ΣΤΡΑΤΙΩΤΙΚΑΙ ΕΓΚΑΤΑΣΤΑΣΕΙΣ ΕΙΣ ΔΡΑΜΑΝ: [1348, 268, 1511, 334]
continuation-tag: ΣΥΝΕΧΕΙΑ: [231, 1215, 290, 1231]
article-text: Οι αρχηγοί κρατών και κυβερνήσεων απέστειλαν συλλυπητήρια μηνύματα προς την Κυβέρνησιν της Βόννης.: [574, 1294, 735, 1342]
headline: ΚΗΔΕΙΑΙ: [808, 1273, 889, 1294]
article-text: ΑΘΗΝΑΙ, 19. — Περίπου 5.000 νέοι συνεκεντρώθησαν χθες το απόγευμα εις την οδόν Σκουφά και επευφήμησαν τους κ.κ. Γ. Παπανδρέου και Α. Παπανδρέου.: [33, 452, 216, 512]
section-label: Η ΣΥΓΚΕΝΤΡΩΣΙΣ ΤΗΣ ΕΔΑ: [1161, 2082, 1321, 2094]
article-text: Οι αρχηγοί κρατών και κυβερνήσεων απέστειλαν συλλυπητήρια μηνύματα προς την Κυβέρνησιν της Βόννης.: [231, 1213, 564, 1472]
article-text: ΚΩΝΣΤΑΝΤΙΝΟΥΠΟΛΙΣ, 19. (Του ανταποκριτού μας). — Νέαι επιθέσεις ήρχισαν εναντίον του Οικουμενικού Πατριαρχείου. Αι τουρκικαί εφημερίδες δια σειράς άρθρων κατηγορούν το Φανάριον ως κέντρον κατασκοπείας.: [33, 153, 216, 226]
headline: ΕΚΛΕΙΣΑΝ ΕΙΣ ΒΕΡΟΙΑΝ ΟΙ ΚΙΝΗΜΑΤΟΓΡΑΦΟΙ: [48, 1756, 200, 1806]
headline: ΠΡΟΩΘΗΣΙΣ ΕΛΑΙΟΥ ΕΙΣ ΘΕΣΣΑΛΟΝΙΚΗΝ: [41, 1857, 207, 1892]
article-text: ΜΠΕΒΕΡΛΥ ΧΙΛΛΣ, 19. (Ρόϋτερ). — Κατά τας πληροφορίας, οι απαγωγείς κατέφυγον εις Μεξικόν.: [751, 731, 947, 767]
article-text: ΜΟΣΧΑ, 19. (Ρόϋτερ). — Υπεγράφη εμπορική συμφωνία μεταξύ Ιράκ και Σοβιετικής Ενώσεως.: [1345, 992, 1515, 1028]
article-text: ΠΑΡΙΣΙ, 19. (Ασοσ. Πρές). — Μυστικαί συνομιλίαι διεξάγονται μεταξύ εκπροσώπων των δύο πλευρών.: [751, 393, 947, 429]
article-text: ΟΥΑΣΙΓΚΤΩΝ, 19. (Ηνωμ. Τύποι). — Ο υπουργός Εξωτερικών των Ηνωμένων Πολιτειών κ. Ντην Ρασκ εδήλωσεν ότι αι ΗΠΑ είναι διατεθειμέναι να αποσύρουν τα στρατεύματά των εκ της νεκράς ζώνης.: [231, 396, 393, 481]
headline: Ο ΝΤΕ ΓΚΟΛ ΘΑ ΔΕΧΘΗ ΤΟΥΣ ΔΗΜΟΣΙΟΓΡΑΦΟΥΣ: [1351, 1521, 1508, 1572]
article-text: ΣΑΪΓΚΟΝ, 19. (Ηνωμ. Τύποι). — Αμερικανικά αεροπλάνα εβομβάρδισαν στρατιωτικούς στόχους εις το Βόρειον Βιετνάμ.: [574, 403, 735, 452]
article-text: ΣΑΪΓΚΟΝ, 19. (Ηνωμ. Τύποι). — Αμερικανικά αεροπλάνα εβομβάρδισαν στρατιωτικούς στόχους εις το Βόρειον Βιετνάμ.: [574, 575, 735, 623]
article-text: ΑΘΗΝΑΙ, 19. — Ελληνοκυπριακαί συνομιλίαι διεξήχθησαν χθες εις το υπουργείον Εξωτερικών. Ο υπουργός Εξωτερικών της Κύπρου κ. Κυπριανού ενημέρωσε τους παράγοντας της Κυβερνήσεως.: [962, 455, 1142, 529]
headline: ΕΠΑΝΑΛΑΜΒΑΝΕΤΑΙ ΤΗΝ 9ΗΝ ΜΑΪΟΥ Η ΔΙΑΣΚΕΨΙΣ ΑΦΟΠΛΙΣΜΟΥ: [1347, 30, 1513, 96]
section-label: Ο κ. ΧΩΡΑΤΤΗΣ: [436, 1876, 530, 1888]
section-label: ΟΙ ΑΠΟΣΤΑΤΑΙ: [1197, 1972, 1284, 1984]
article-text: Η συγκέντρωσις της ΕΔΑ θα πραγματοποιηθή την Κυριακήν εις την πλατείαν Κλαυθμώνος.: [1151, 2041, 1330, 2077]
